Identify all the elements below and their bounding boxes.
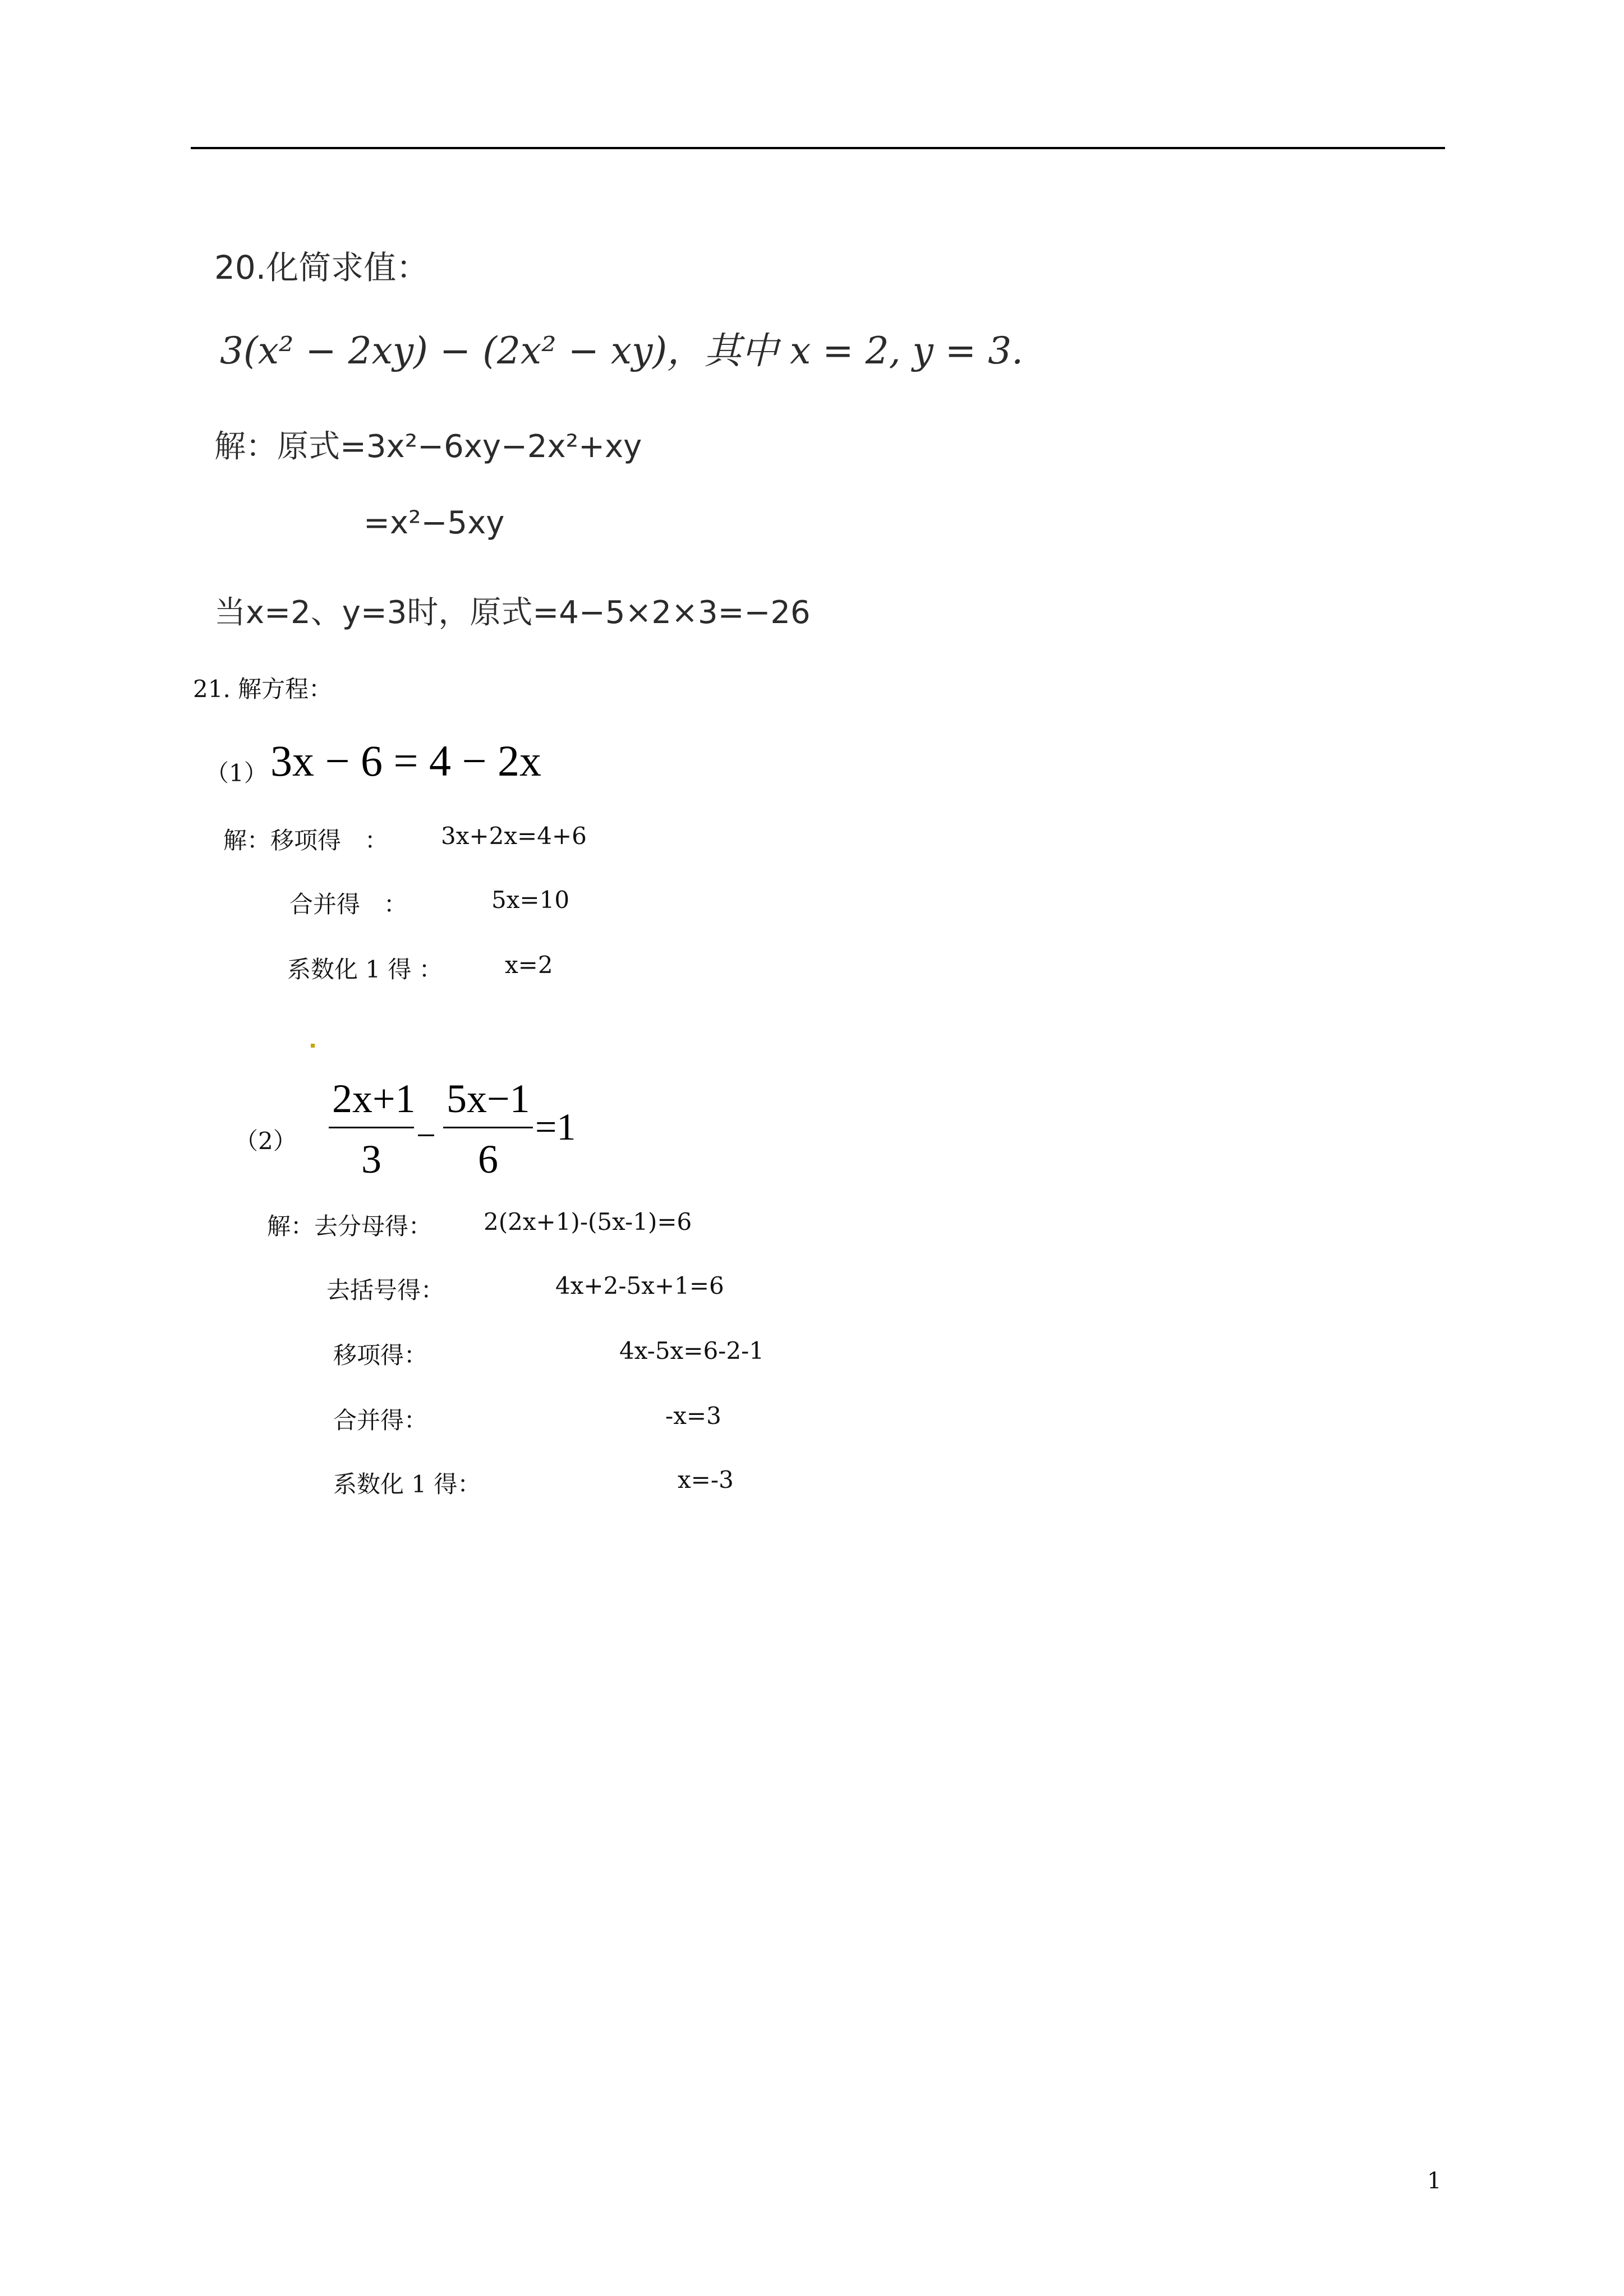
problem-20-expression: 3(x² − 2xy) − (2x² − xy)，其中 x = 2, y = 3.: [220, 329, 1024, 372]
problem-21-title: 21. 解方程：: [193, 675, 333, 703]
header-rule: [191, 147, 1445, 149]
part-2-step-1-label: 解：去分母得：: [267, 1212, 433, 1240]
problem-20-title: 20.化简求值：: [214, 248, 429, 287]
fraction-1: [329, 1076, 414, 1183]
part-1-equation: 3x − 6 = 4 − 2x: [270, 736, 541, 785]
part-1-step-3-value: x=2: [505, 951, 553, 979]
fraction-2-numerator: 5x−1: [447, 1076, 530, 1121]
part-1-label: （1）: [205, 759, 268, 787]
fraction-2-bar: [443, 1127, 533, 1128]
part-1-step-1-value: 3x+2x=4+6: [441, 822, 587, 850]
part-2-step-2-value: 4x+2-5x+1=6: [555, 1272, 724, 1299]
stray-mark: [311, 1044, 315, 1048]
part-1-step-1-label: 解：移项得 ：: [223, 827, 389, 854]
page-number: 1: [1427, 2168, 1442, 2194]
fraction-1-numerator: 2x+1: [332, 1076, 416, 1121]
part-2-step-4-label: 合并得：: [333, 1407, 428, 1434]
part-2-step-1-value: 2(2x+1)-(5x-1)=6: [484, 1208, 692, 1235]
fraction-2: [443, 1076, 533, 1183]
part-2-step-3-label: 移项得：: [333, 1341, 428, 1369]
part-2-step-2-label: 去括号得：: [326, 1276, 445, 1304]
problem-20-solution-line-1: 解：原式=3x²−6xy−2x²+xy: [214, 428, 642, 465]
part-2-label: （2）: [234, 1127, 297, 1155]
part-1-step-2-value: 5x=10: [491, 886, 570, 914]
fraction-minus: −: [416, 1117, 436, 1155]
fraction-1-denominator: 3: [361, 1137, 381, 1182]
fraction-1-bar: [329, 1127, 414, 1128]
fraction-2-denominator: 6: [478, 1137, 498, 1182]
problem-20-solution-line-3: 当x=2、y=3时，原式=4−5×2×3=−26: [214, 594, 811, 631]
problem-20-solution-line-2: =x²−5xy: [364, 505, 505, 541]
part-1-step-2-label: 合并得 ：: [289, 891, 408, 918]
part-2-rhs: =1: [535, 1105, 576, 1148]
part-2-step-5-value: x=-3: [678, 1466, 734, 1493]
part-1-step-3-label: 系数化 1 得 ：: [287, 956, 443, 983]
part-2-step-5-label: 系数化 1 得：: [333, 1470, 481, 1498]
part-2-step-4-value: -x=3: [665, 1402, 721, 1430]
part-2-step-3-value: 4x-5x=6-2-1: [619, 1337, 765, 1364]
